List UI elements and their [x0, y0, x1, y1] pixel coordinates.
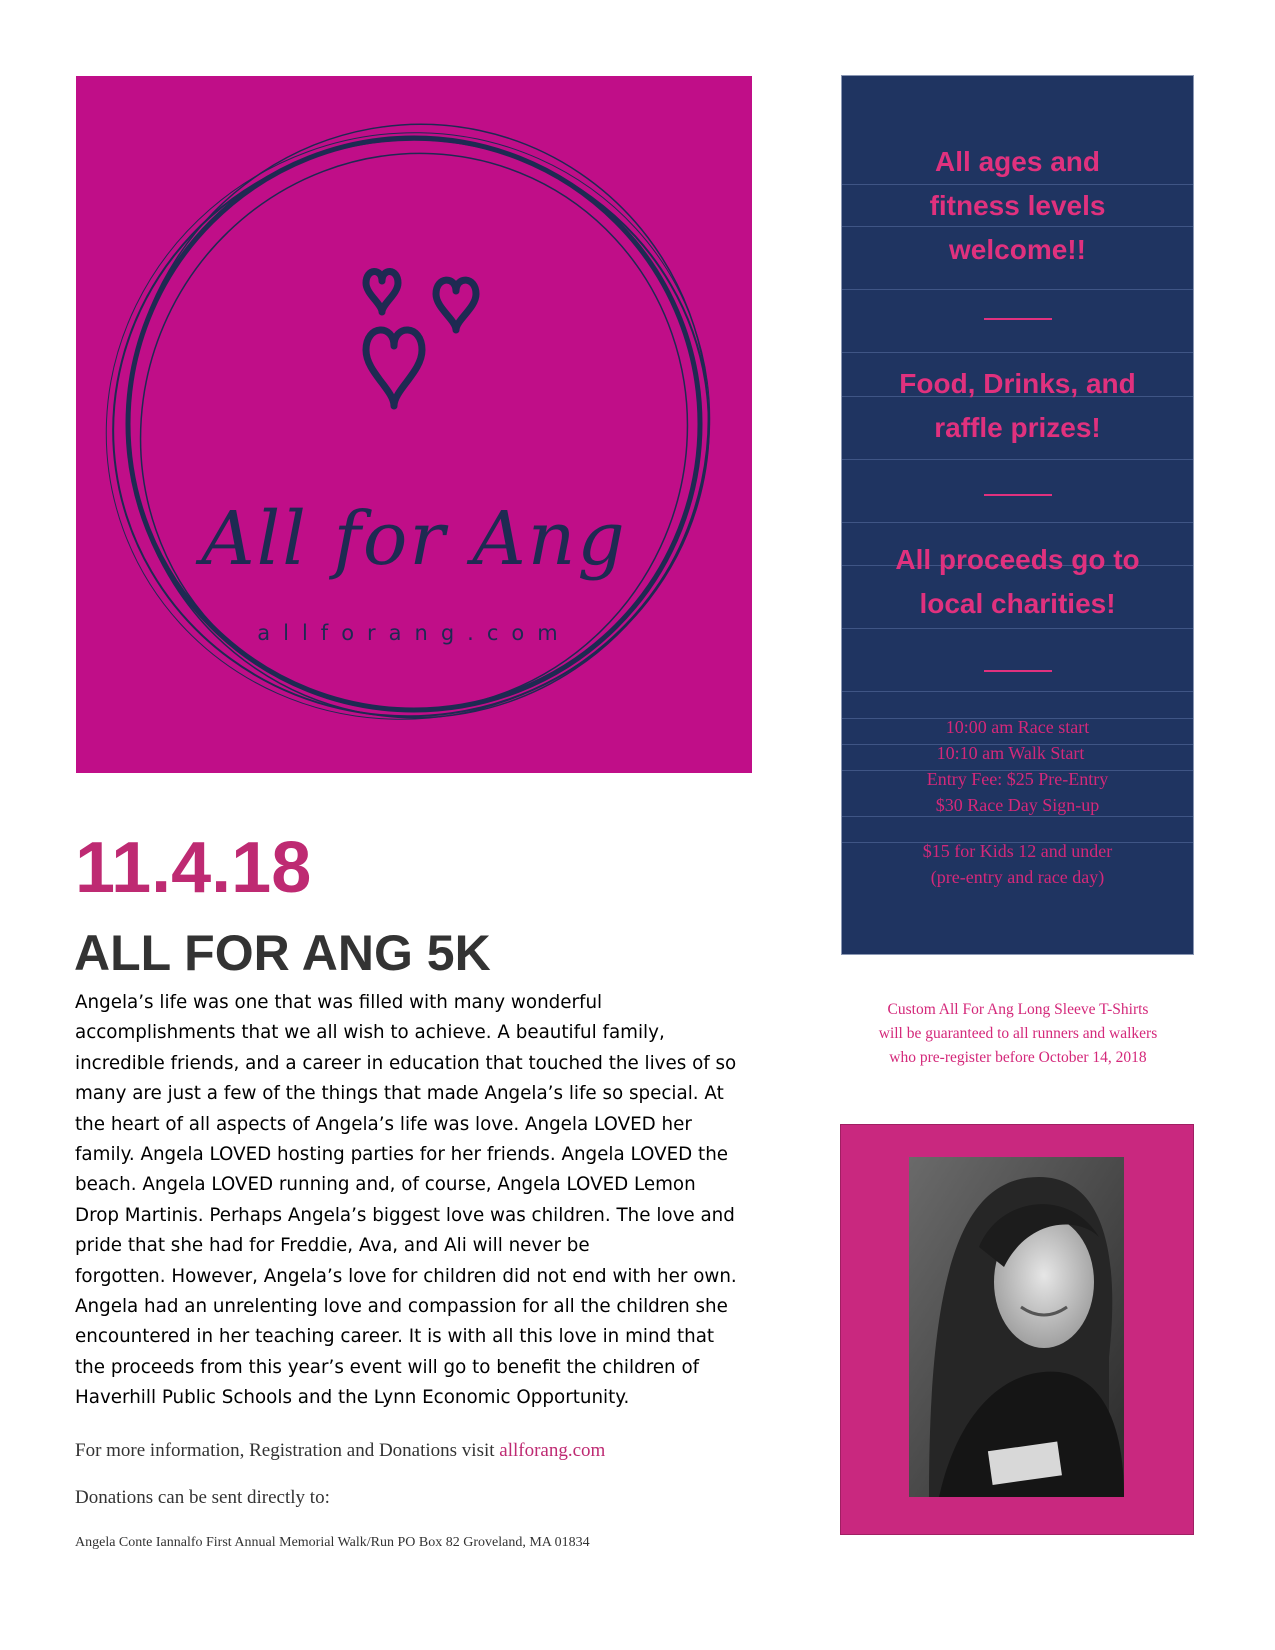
- detail-race-start: 10:00 am Race start: [945, 717, 1090, 737]
- story-line: forgotten. However, Angela’s love for children did not end with her own.: [75, 1265, 737, 1287]
- story-line: the proceeds from this year’s event will go to benefit the children of: [75, 1356, 700, 1378]
- story-paragraph: [75, 988, 815, 1414]
- logo-script-text: All for Ang: [201, 496, 627, 582]
- photo-frame: [840, 1124, 1194, 1535]
- large-heart-icon: [366, 330, 422, 406]
- panel-rule: [842, 459, 1193, 460]
- tshirt-note-line: Custom All For Ang Long Sleeve T-Shirts: [887, 1001, 1149, 1018]
- panel-rule: [842, 352, 1193, 353]
- panel-rule: [842, 522, 1193, 523]
- detail-kids-note: (pre-entry and race day): [930, 867, 1105, 887]
- story-line: Angela’s life was one that was filled with many wonderful: [75, 992, 603, 1013]
- story-line: many are just a few of the things that made Angela’s life so special. At: [75, 1083, 724, 1105]
- logo-graphic: [76, 76, 752, 773]
- event-info-panel: [841, 75, 1194, 955]
- divider-dash: [984, 670, 1052, 672]
- logo-ring-thin-2: [76, 76, 752, 772]
- detail-walk-start: 10:10 am Walk Start: [936, 743, 1085, 763]
- story-line: Haverhill Public Schools and the Lynn Economic Opportunity.: [75, 1387, 630, 1409]
- more-info-text: For more information, Registration and Donations visit: [75, 1440, 500, 1461]
- divider-dash: [984, 318, 1052, 320]
- small-heart-icon: [366, 271, 398, 312]
- website-link[interactable]: allforang.com: [499, 1440, 606, 1461]
- detail-race-day-fee: $30 Race Day Sign-up: [935, 795, 1100, 815]
- headline-proceeds-line2: local charities!: [919, 588, 1116, 619]
- tshirt-note: [832, 998, 1204, 1070]
- more-info-line: [75, 1440, 605, 1462]
- portrait-photo: [909, 1157, 1124, 1497]
- detail-kids-fee: $15 for Kids 12 and under: [922, 841, 1113, 861]
- headline-ages-line3: welcome!!: [949, 234, 1086, 265]
- divider-dash: [984, 494, 1052, 496]
- logo-ring-thin-1: [76, 101, 746, 754]
- small-heart-icon-2: [436, 280, 476, 330]
- headline-ages-line1: All ages and: [935, 146, 1100, 177]
- headline-food-line2: raffle prizes!: [934, 412, 1101, 443]
- logo-panel: [76, 76, 752, 773]
- story-line: accomplishments that we all wish to achieve. A beautiful family,: [75, 1022, 665, 1044]
- story-line: beach. Angela LOVED running and, of course, Angela LOVED Lemon: [75, 1174, 696, 1196]
- panel-rule: [842, 691, 1193, 692]
- headline-ages-line2: fitness levels: [929, 190, 1106, 221]
- event-title: ALL FOR ANG 5K: [74, 925, 491, 981]
- detail-entry-fee: Entry Fee: $25 Pre-Entry: [926, 769, 1109, 789]
- logo-url-text: allforang.com: [257, 621, 571, 645]
- headline-food-line1: Food, Drinks, and: [899, 368, 1136, 399]
- story-line: family. Angela LOVED hosting parties for her friends. Angela LOVED the: [75, 1144, 729, 1166]
- story-line: the heart of all aspects of Angela’s life was love. Angela LOVED her: [75, 1113, 692, 1135]
- story-line: Drop Martinis. Perhaps Angela’s biggest love was children. The love and: [75, 1204, 735, 1226]
- story-line: incredible friends, and a career in education that touched the lives of so: [75, 1052, 737, 1074]
- panel-rule: [842, 628, 1193, 629]
- panel-rule: [842, 289, 1193, 290]
- event-date: 11.4.18: [75, 828, 312, 908]
- logo-ring-thin-4: [76, 76, 752, 773]
- tshirt-note-line: will be guaranteed to all runners and walkers: [878, 1025, 1158, 1042]
- donations-address: Angela Conte Iannalfo First Annual Memorial Walk/Run PO Box 82 Groveland, MA 01834: [75, 1535, 590, 1550]
- donations-heading: Donations can be sent directly to:: [75, 1487, 330, 1508]
- story-line: Angela had an unrelenting love and compassion for all the children she: [75, 1296, 728, 1318]
- story-line: encountered in her teaching career. It is with all this love in mind that: [75, 1326, 715, 1348]
- portrait-illustration: [909, 1157, 1124, 1497]
- story-line: pride that she had for Freddie, Ava, and Ali will never be: [75, 1235, 590, 1257]
- headline-proceeds-line1: All proceeds go to: [895, 544, 1140, 575]
- tshirt-note-line: who pre-register before October 14, 2018: [889, 1049, 1147, 1066]
- logo-ring-thin-3: [76, 76, 752, 773]
